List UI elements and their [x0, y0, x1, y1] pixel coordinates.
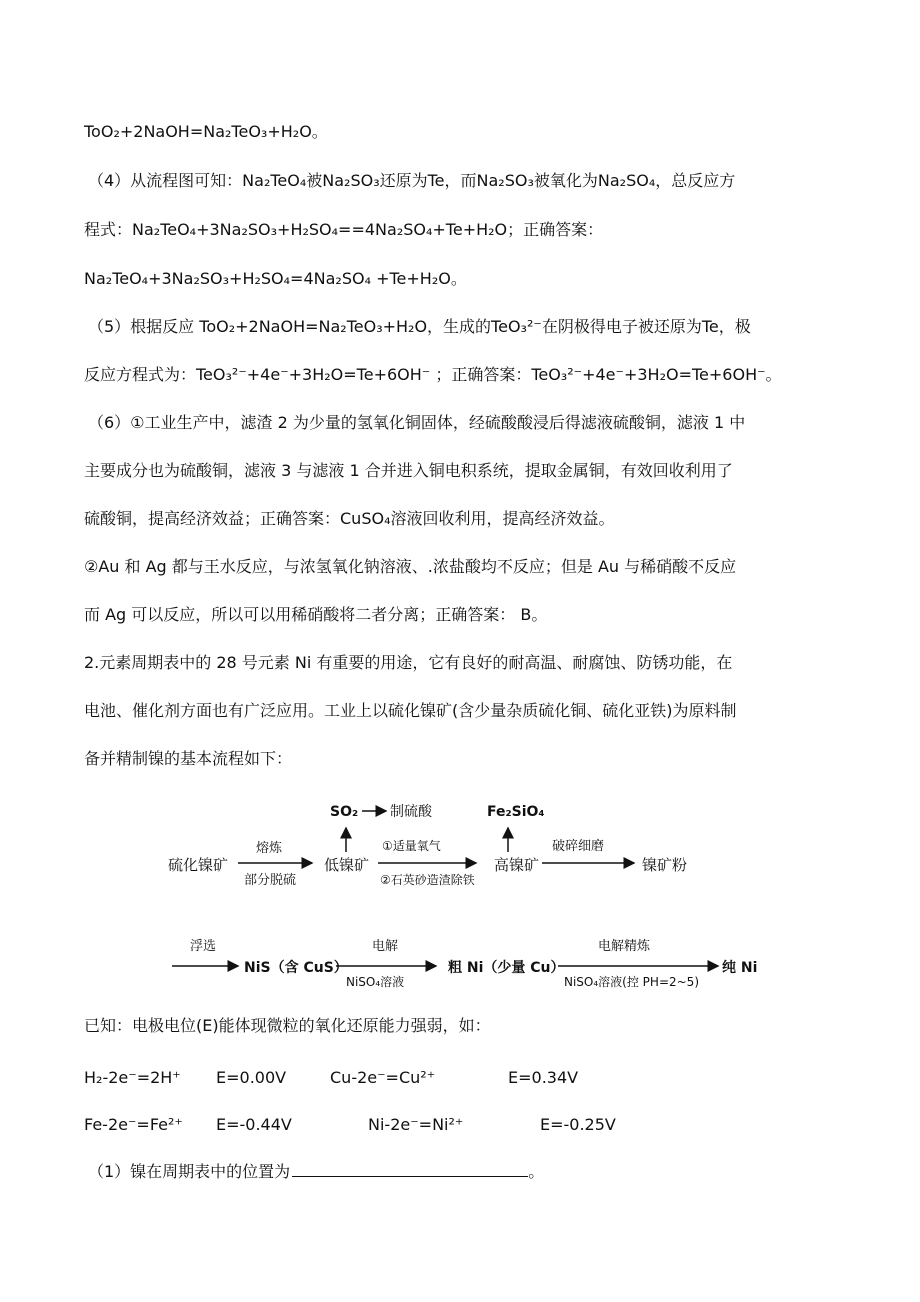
label-make-sulfuric-acid: 制硫酸	[390, 804, 432, 820]
text-line-3: 程式：Na₂TeO₄+3Na₂SO₃+H₂SO₄==4Na₂SO₄+Te+H₂O；正确答案：	[84, 220, 604, 239]
text-line-11: 而 Ag 可以反应，所以可以用稀硝酸将二者分离；正确答案： B。	[84, 605, 548, 624]
label-so2: SO₂	[330, 804, 359, 820]
potential-eq-cu: Cu-2e⁻=Cu²⁺	[330, 1068, 436, 1087]
label-oxygen: ①适量氧气	[382, 839, 441, 853]
label-niso4-ph-control: NiSO₄溶液(控 PH=2~5)	[564, 975, 700, 989]
potential-e-ni: E=-0.25V	[540, 1115, 616, 1134]
text-line-1: ToO₂+2NaOH=Na₂TeO₃+H₂O。	[84, 122, 328, 141]
node-low-nickel-matte: 低镍矿	[324, 856, 370, 874]
label-electrolysis: 电解	[372, 939, 399, 954]
label-niso4-solution: NiSO₄溶液	[346, 975, 405, 989]
potential-e-fe: E=-0.44V	[216, 1115, 292, 1134]
label-electrorefining: 电解精炼	[598, 939, 651, 954]
text-line-8: 主要成分也为硫酸铜，滤液 3 与滤液 1 合并进入铜电积系统，提取金属铜，有效回收利用了	[84, 461, 733, 480]
potential-eq-ni: Ni-2e⁻=Ni²⁺	[368, 1115, 464, 1134]
node-nis-with-cus: NiS（含 CuS）	[244, 960, 348, 976]
text-line-4: Na₂TeO₄+3Na₂SO₃+H₂SO₄=4Na₂SO₄ +Te+H₂O。	[84, 269, 467, 288]
node-pure-ni: 纯 Ni	[722, 960, 758, 976]
label-fe2sio4: Fe₂SiO₄	[487, 804, 545, 820]
text-line-9: 硫酸铜，提高经济效益；正确答案：CuSO₄溶液回收利用，提高经济效益。	[84, 509, 615, 528]
node-nickel-powder: 镍矿粉	[642, 856, 688, 874]
text-line-13: 电池、催化剂方面也有广泛应用。工业上以硫化镍矿(含少量杂质硫化铜、硫化亚铁)为原料制	[84, 701, 737, 720]
label-crush-grind: 破碎细磨	[552, 839, 605, 854]
text-line-6: 反应方程式为：TeO₃²⁻+4e⁻+3H₂O=Te+6OH⁻ ；正确答案：TeO₃²⁻+4e⁻+3H₂O=Te+6OH⁻。	[84, 365, 782, 384]
text-line-14: 备并精制镍的基本流程如下：	[84, 749, 293, 768]
label-smelting: 熔炼	[256, 841, 283, 856]
label-flotation: 浮选	[190, 939, 217, 954]
question-1	[88, 1162, 544, 1182]
text-line-2: （4）从流程图可知：Na₂TeO₄被Na₂SO₃还原为Te，而Na₂SO₃被氧化为Na₂SO₄，总反应方	[88, 171, 736, 190]
question-1-text: （1）镍在周期表中的位置为	[88, 1162, 291, 1181]
potential-eq-h2: H₂-2e⁻=2H⁺	[84, 1068, 181, 1087]
node-crude-ni: 粗 Ni（少量 Cu）	[448, 960, 565, 976]
text-line-7: （6）①工业生产中，滤渣 2 为少量的氢氧化铜固体，经硫酸酸浸后得滤液硫酸铜，滤液 1 中	[88, 413, 746, 432]
process-flowchart	[0, 780, 920, 1000]
node-nickel-sulfide-ore: 硫化镍矿	[168, 856, 229, 874]
known-text: 已知：电极电位(E)能体现微粒的氧化还原能力强弱，如：	[84, 1016, 491, 1035]
potential-eq-fe: Fe-2e⁻=Fe²⁺	[84, 1115, 183, 1134]
answer-blank[interactable]	[292, 1162, 528, 1177]
potential-e-h2: E=0.00V	[216, 1068, 287, 1087]
question-1-end: 。	[528, 1162, 545, 1181]
text-line-12: 2.元素周期表中的 28 号元素 Ni 有重要的用途，它有良好的耐高温、耐腐蚀、防锈功能，在	[84, 653, 733, 672]
node-high-nickel-matte: 高镍矿	[494, 856, 540, 874]
text-line-10: ②Au 和 Ag 都与王水反应，与浓氢氧化钠溶液、.浓盐酸均不反应；但是 Au 与稀硝酸不反应	[84, 557, 737, 576]
label-quartz-slag: ②石英砂造渣除铁	[380, 873, 475, 887]
label-partial-desulfur: 部分脱硫	[244, 873, 297, 888]
text-line-5: （5）根据反应 ToO₂+2NaOH=Na₂TeO₃+H₂O，生成的TeO₃²⁻在阴极得电子被还原为Te，极	[88, 317, 751, 336]
potential-e-cu: E=0.34V	[508, 1068, 579, 1087]
